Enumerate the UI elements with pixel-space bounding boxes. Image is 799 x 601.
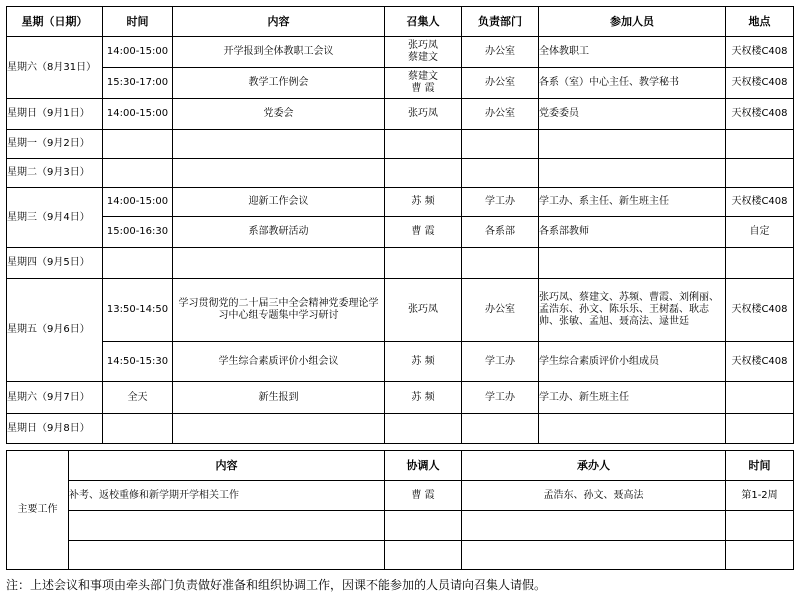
day-cell: 星期一（9月2日） [7,130,103,159]
main-work-table [6,450,794,570]
event-convener: 苏 频 [385,382,462,414]
day-cell: 星期五（9月6日） [7,279,103,382]
event-attendees: 各系（室）中心主任、教学秘书 [539,68,726,99]
header-location: 地点 [726,7,794,37]
schedule-row [7,217,794,248]
event-location: 天权楼C408 [726,342,794,382]
schedule-row [7,37,794,68]
event-department: 办公室 [462,99,539,130]
header-department: 负责部门 [462,7,539,37]
event-department: 办公室 [462,37,539,68]
day-cell: 星期四（9月5日） [7,248,103,279]
event-content: 学习贯彻党的二十届三中全会精神党委理论学习中心组专题集中学习研讨 [173,279,385,342]
mw-header-content: 内容 [69,451,385,481]
schedule-row [7,188,794,217]
event-attendees: 各系部教师 [539,217,726,248]
event-attendees: 学工办、新生班主任 [539,382,726,414]
mw-header-coordinator: 协调人 [385,451,462,481]
event-convener: 张巧凤 [385,279,462,342]
event-convener: 曹 霞 [385,217,462,248]
mw-coordinator [385,541,462,570]
event-attendees: 党委委员 [539,99,726,130]
schedule-row [7,159,794,188]
event-department: 学工办 [462,382,539,414]
event-attendees: 学生综合素质评价小组成员 [539,342,726,382]
event-time: 14:00-15:00 [103,37,173,68]
event-attendees: 学工办、系主任、新生班主任 [539,188,726,217]
event-convener [385,159,462,188]
day-cell: 星期日（9月1日） [7,99,103,130]
schedule-row [7,342,794,382]
main-work-row [7,481,794,511]
event-location [726,248,794,279]
event-content: 教学工作例会 [173,68,385,99]
event-time: 14:00-15:00 [103,188,173,217]
event-attendees [539,248,726,279]
mw-coordinator [385,511,462,541]
event-time [103,248,173,279]
event-department: 学工办 [462,188,539,217]
footer-note: 注：上述会议和事项由牵头部门负责做好准备和组织协调工作，因课不能参加的人员请向召集人请假。 [6,578,547,592]
event-content: 新生报到 [173,382,385,414]
day-cell: 星期三（9月4日） [7,188,103,248]
event-convener: 苏 频 [385,342,462,382]
event-location: 天权楼C408 [726,37,794,68]
event-attendees: 张巧凤、蔡建文、苏频、曹霞、刘俐丽、孟浩东、孙文、陈乐乐、王树磊、耿志帅、张敏、孟旭、聂高法、逯世廷 [539,279,726,342]
mw-content [69,511,385,541]
mw-period [726,511,794,541]
mw-coordinator: 曹 霞 [385,481,462,511]
header-day: 星期（日期） [7,7,103,37]
event-attendees [539,414,726,444]
event-time [103,159,173,188]
event-location: 自定 [726,217,794,248]
event-department: 各系部 [462,217,539,248]
event-time: 15:30-17:00 [103,68,173,99]
event-content [173,130,385,159]
mw-undertaker [462,511,726,541]
event-content: 系部教研活动 [173,217,385,248]
event-department [462,159,539,188]
event-time: 13:50-14:50 [103,279,173,342]
event-department [462,414,539,444]
event-convener [385,414,462,444]
event-location [726,382,794,414]
main-work-header-row [7,451,794,481]
event-convener: 张巧凤 蔡建文 [385,37,462,68]
event-content: 学生综合素质评价小组会议 [173,342,385,382]
header-convener: 召集人 [385,7,462,37]
day-cell: 星期日（9月8日） [7,414,103,444]
schedule-header-row [7,7,794,37]
schedule-row [7,99,794,130]
mw-header-undertaker: 承办人 [462,451,726,481]
event-attendees [539,159,726,188]
day-cell: 星期六（8月31日） [7,37,103,99]
event-department [462,248,539,279]
event-location: 天权楼C408 [726,68,794,99]
weekly-schedule-table [6,6,794,444]
event-department: 学工办 [462,342,539,382]
event-content [173,414,385,444]
event-content [173,248,385,279]
schedule-row [7,130,794,159]
event-convener: 苏 频 [385,188,462,217]
event-time: 14:00-15:00 [103,99,173,130]
schedule-row [7,68,794,99]
mw-undertaker [462,541,726,570]
event-time [103,130,173,159]
schedule-row [7,248,794,279]
event-attendees: 全体教职工 [539,37,726,68]
header-time: 时间 [103,7,173,37]
day-cell: 星期二（9月3日） [7,159,103,188]
schedule-row [7,414,794,444]
header-content: 内容 [173,7,385,37]
event-time: 全天 [103,382,173,414]
event-content [173,159,385,188]
schedule-row [7,279,794,342]
mw-content [69,541,385,570]
event-department [462,130,539,159]
event-location [726,414,794,444]
event-content: 迎新工作会议 [173,188,385,217]
event-location [726,159,794,188]
event-content: 开学报到全体教职工会议 [173,37,385,68]
mw-content: 补考、返校重修和新学期开学相关工作 [69,481,385,511]
mw-period: 第1-2周 [726,481,794,511]
day-cell: 星期六（9月7日） [7,382,103,414]
event-department: 办公室 [462,68,539,99]
event-time: 15:00-16:30 [103,217,173,248]
event-time: 14:50-15:30 [103,342,173,382]
event-convener: 张巧凤 [385,99,462,130]
event-attendees [539,130,726,159]
mw-header-period: 时间 [726,451,794,481]
event-department: 办公室 [462,279,539,342]
event-location: 天权楼C408 [726,279,794,342]
event-convener [385,248,462,279]
event-time [103,414,173,444]
schedule-row [7,382,794,414]
mw-period [726,541,794,570]
event-content: 党委会 [173,99,385,130]
main-work-row [7,541,794,570]
event-location [726,130,794,159]
main-work-label: 主要工作 [7,451,69,570]
mw-undertaker: 孟浩东、孙文、聂高法 [462,481,726,511]
event-location: 天权楼C408 [726,188,794,217]
event-location: 天权楼C408 [726,99,794,130]
event-convener [385,130,462,159]
main-work-row [7,511,794,541]
event-convener: 蔡建文 曹 霞 [385,68,462,99]
header-attendees: 参加人员 [539,7,726,37]
